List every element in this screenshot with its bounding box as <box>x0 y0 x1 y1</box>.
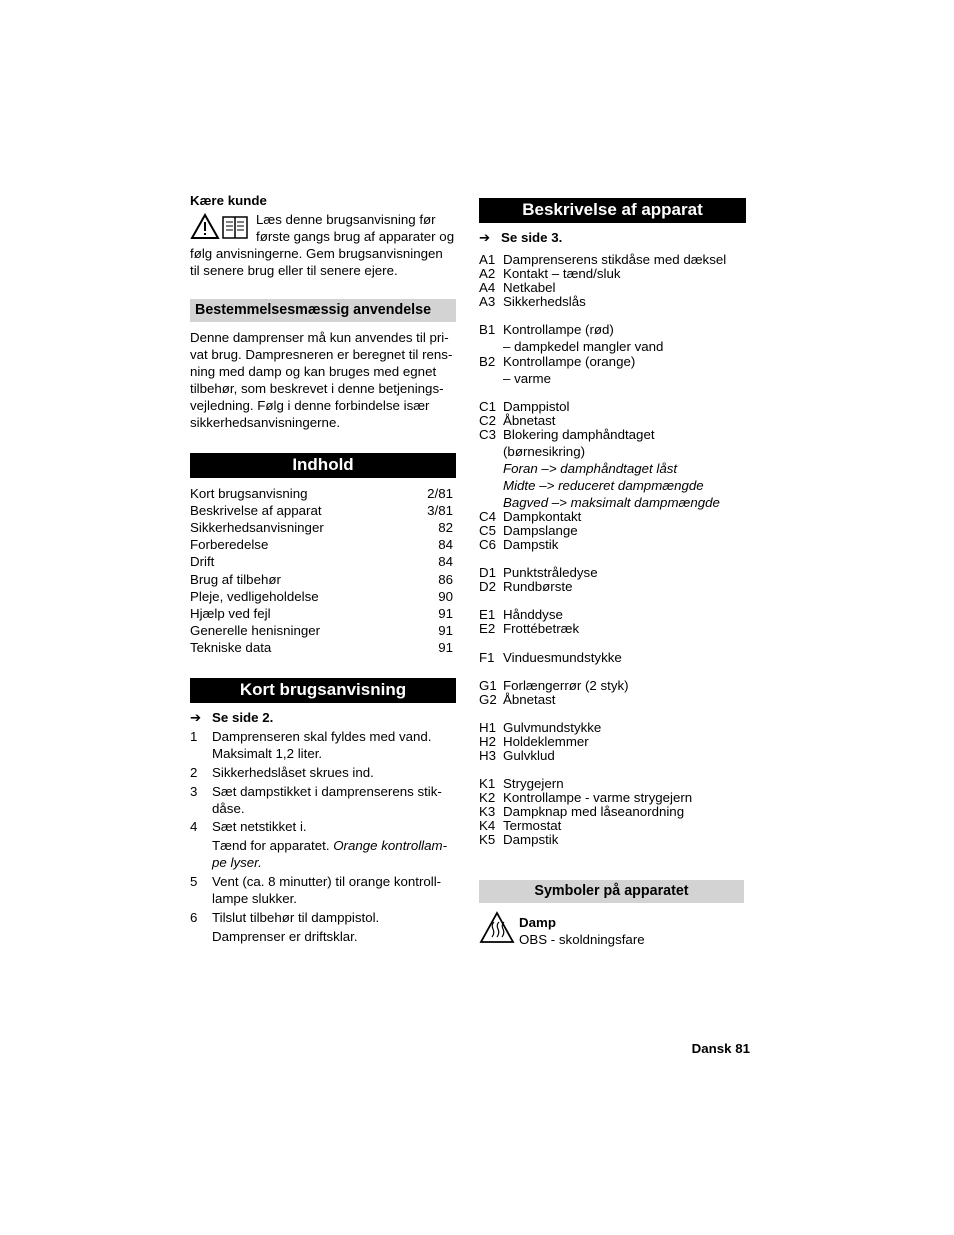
toc-entry[interactable]: Beskrivelse af apparat 3/81 <box>190 503 453 518</box>
greeting: Kære kunde <box>190 193 267 208</box>
parts-list: ➔ Se side 3. A1 Damprenserens stikdåse med dæksel A2 Kontakt – tænd/sluk A4 Netkabel A3 Sikkerhedslås B1 Kontrollampe (rød) – dampkedel mangler vand B2 Kontrollampe (orange) – varme C1 Damppistol C2 Åbnetast C3 Blokering damphåndtaget (børnesikring) Foran –> damphåndtaget låst Midte –> reduceret dampmængde Bagved –> maksimalt dampmængde C4 Dampkontakt C5 Dampslange C6 Dampstik D1 Punktstråledyse D2 Rundbørste E1 Hånddyse E2 Frottébetræk F1 Vinduesmundstykke G1 Forlængerrør (2 styk) G2 Åbnetast H1 Gulvmundstykke H2 Holdeklemmer H3 Gulvklud K1 Strygejern K2 Kontrollampe - varme strygejern K3 Dampknap med låseanordning K4 Termostat K5 Dampstik <box>479 230 727 847</box>
warning-book-icon <box>190 213 250 241</box>
page-number: Dansk 81 <box>691 1041 750 1056</box>
toc-entry[interactable]: Brug af tilbehør 86 <box>190 572 453 587</box>
intro-line: Læs denne brugsanvisning før <box>256 212 436 227</box>
quick-ref: Se side 2. <box>212 710 274 725</box>
toc-entry[interactable]: Sikkerhedsanvisninger 82 <box>190 520 453 535</box>
toc-entry[interactable]: Pleje, vedligeholdelse 90 <box>190 589 453 604</box>
intro-line: følg anvisningerne. Gem brugsanvisningen <box>190 246 443 261</box>
symbol-text: OBS - skoldningsfare <box>519 932 645 947</box>
toc-heading: Indhold <box>190 453 456 478</box>
toc-entry[interactable]: Generelle henisninger 91 <box>190 623 453 638</box>
symbols-heading: Symboler på apparatet <box>479 880 744 903</box>
desc-ref: Se side 3. <box>501 230 563 245</box>
toc-entry[interactable]: Hjælp ved fejl 91 <box>190 606 453 621</box>
toc-entry[interactable]: Kort brugsanvisning 2/81 <box>190 486 453 501</box>
toc-entry[interactable]: Tekniske data 91 <box>190 640 453 655</box>
table-of-contents <box>190 485 453 660</box>
quick-guide: ➔ Se side 2. 1 Damprenseren skal fyldes med vand. Maksimalt 1,2 liter. 2 Sikkerhedslåset skrues ind. 3 Sæt dampstikket i damprenserens stik- dåse. 4 Sæt netstikket i. Tænd for apparatet. Orange kontrollam- pe lyser. 5 Vent (ca. 8 minutter) til orange kontroll- lampe slukker. 6 Tilslut tilbehør til damppistol. Damprenser er driftsklar. <box>190 710 448 944</box>
toc-entry[interactable]: Forberedelse 84 <box>190 537 453 552</box>
arrow-right-icon: ➔ <box>479 230 491 245</box>
hot-steam-warning-icon <box>479 911 515 945</box>
symbol-title: Damp <box>519 915 556 930</box>
intro-line: til senere brug eller til senere ejere. <box>190 263 398 278</box>
arrow-right-icon: ➔ <box>190 710 202 725</box>
intro-line: første gangs brug af apparater og <box>256 229 455 244</box>
quick-guide-heading: Kort brugsanvisning <box>190 678 456 703</box>
usage-heading: Bestemmelsesmæssig anvendelse <box>190 299 456 322</box>
toc-entry[interactable]: Drift 84 <box>190 554 453 569</box>
description-heading: Beskrivelse af apparat <box>479 198 746 223</box>
